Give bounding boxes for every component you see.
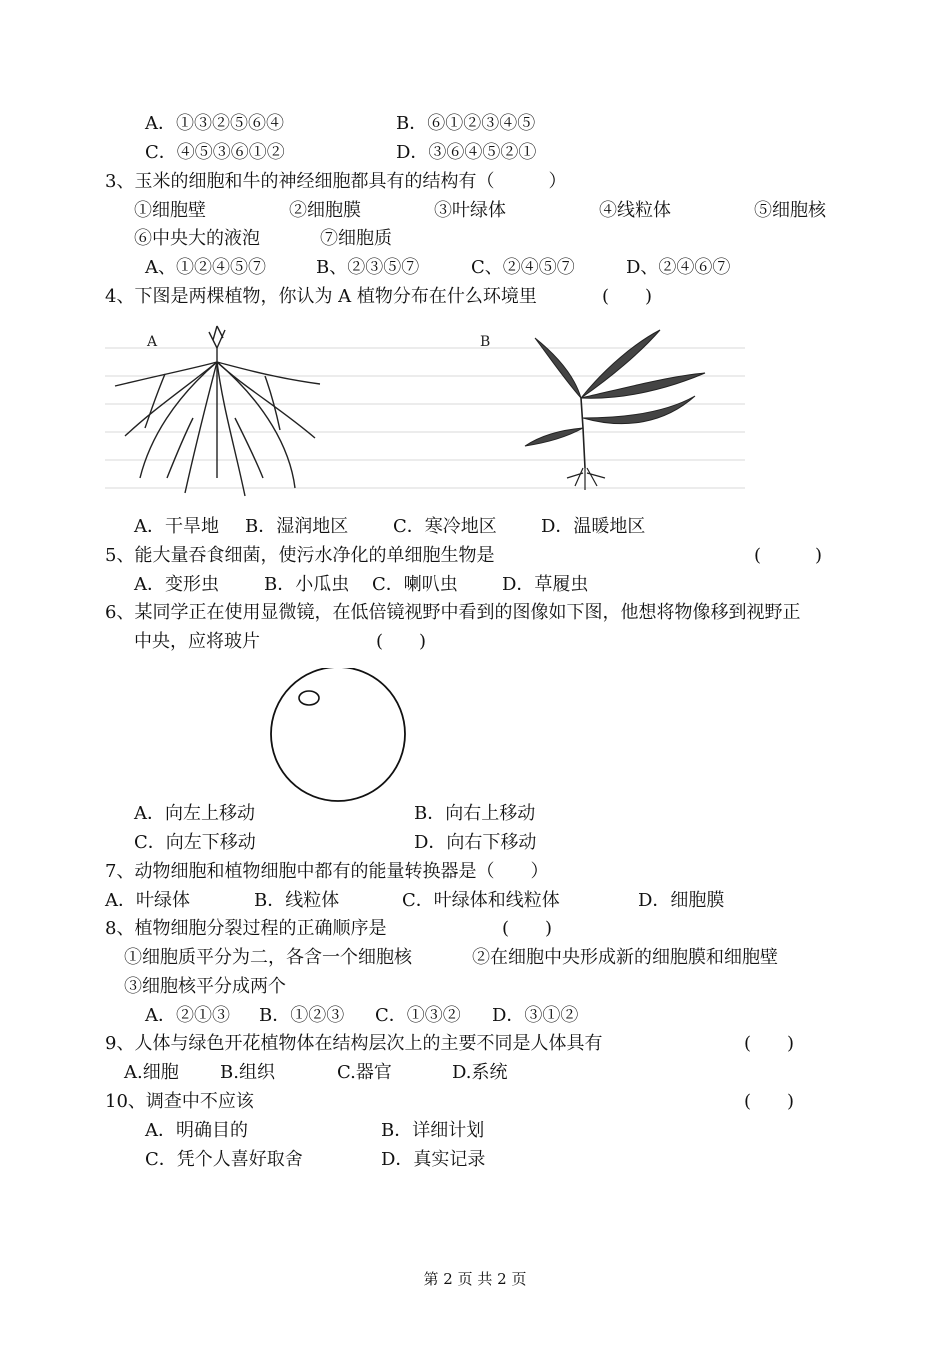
q9-option-a: A.细胞 — [124, 1062, 179, 1083]
q4-option-c: C．寒冷地区 — [393, 516, 497, 537]
q8-option-a: A．②①③ — [145, 1005, 230, 1026]
q3-item-4: ④线粒体 — [599, 200, 671, 221]
q7-option-a: A．叶绿体 — [105, 890, 190, 911]
page-footer: 第 2 页 共 2 页 — [423, 1270, 527, 1288]
q3-item-6: ⑥中央大的液泡 — [134, 228, 260, 249]
q8-item-3: ③细胞核平分成两个 — [124, 976, 286, 997]
q6-option-d: D．向右下移动 — [414, 832, 537, 853]
q6-stem-line2: 中央，应将玻片 — [134, 631, 260, 652]
q10-option-a: A．明确目的 — [145, 1120, 248, 1141]
q8-answer-paren: ( ) — [502, 918, 553, 939]
q5-stem: 5、能大量吞食细菌，使污水净化的单细胞生物是 — [105, 545, 495, 566]
q4-stem: 4、下图是两棵植物，你认为 A 植物分布在什么环境里 — [105, 286, 537, 307]
q2-option-c: C．④⑤③⑥①② — [145, 142, 285, 163]
q3-option-b: B、②③⑤⑦ — [316, 257, 420, 278]
plant-b-label: B — [480, 334, 491, 350]
plant-b-drawing — [525, 330, 705, 490]
q8-item-2: ②在细胞中央形成新的细胞膜和细胞壁 — [472, 947, 778, 968]
q7-option-b: B．线粒体 — [254, 890, 340, 911]
q9-answer-paren: ( ) — [744, 1033, 795, 1054]
q4-option-d: D．温暖地区 — [541, 516, 646, 537]
q6-option-c: C．向左下移动 — [134, 832, 256, 853]
q5-option-a: A．变形虫 — [134, 574, 219, 595]
q7-stem: 7、动物细胞和植物细胞中都有的能量转换器是（ ） — [105, 861, 549, 882]
q5-option-d: D．草履虫 — [502, 574, 589, 595]
q8-option-d: D．③①② — [492, 1005, 579, 1026]
q4-answer-paren: ( ) — [602, 286, 653, 307]
q10-option-b: B．详细计划 — [381, 1120, 485, 1141]
q3-stem: 3、玉米的细胞和牛的神经细胞都具有的结构有（ ） — [105, 171, 567, 192]
q10-option-c: C．凭个人喜好取舍 — [145, 1149, 303, 1170]
q4-option-b: B．湿润地区 — [245, 516, 349, 537]
q6-option-b: B．向右上移动 — [414, 803, 536, 824]
q10-answer-paren: ( ) — [744, 1091, 795, 1112]
q10-stem: 10、调查中不应该 — [105, 1091, 254, 1112]
plant-a-drawing — [115, 326, 320, 496]
plants-figure — [105, 318, 745, 508]
q7-option-c: C．叶绿体和线粒体 — [402, 890, 560, 911]
q2-option-a: A．①③②⑤⑥④ — [145, 113, 284, 134]
q5-option-b: B．小瓜虫 — [264, 574, 350, 595]
q6-stem-line1: 6、某同学正在使用显微镜，在低倍镜视野中看到的图像如下图，他想将物像移到视野正 — [105, 602, 801, 623]
field-of-view-circle — [271, 668, 405, 801]
q6-answer-paren: ( ) — [376, 631, 427, 652]
q3-item-3: ③叶绿体 — [434, 200, 506, 221]
q3-item-2: ②细胞膜 — [289, 200, 361, 221]
q9-option-c: C.器官 — [337, 1062, 392, 1083]
q3-option-a: A、①②④⑤⑦ — [145, 257, 266, 278]
q3-item-5: ⑤细胞核 — [754, 200, 826, 221]
q8-stem: 8、植物细胞分裂过程的正确顺序是 — [105, 918, 387, 939]
q7-option-d: D．细胞膜 — [638, 890, 725, 911]
q3-item-1: ①细胞壁 — [134, 200, 206, 221]
q10-option-d: D．真实记录 — [381, 1149, 486, 1170]
q2-option-b: B．⑥①②③④⑤ — [396, 113, 536, 134]
q3-option-d: D、②④⑥⑦ — [626, 257, 731, 278]
q5-answer-paren: ( ) — [754, 545, 823, 566]
q8-option-c: C．①③② — [375, 1005, 461, 1026]
q3-item-7: ⑦细胞质 — [320, 228, 392, 249]
q9-option-b: B.组织 — [220, 1062, 275, 1083]
q6-option-a: A．向左上移动 — [134, 803, 255, 824]
q3-option-c: C、②④⑤⑦ — [471, 257, 575, 278]
q9-stem: 9、人体与绿色开花植物体在结构层次上的主要不同是人体具有 — [105, 1033, 603, 1054]
object-image-ellipse — [299, 691, 319, 705]
q8-option-b: B．①②③ — [259, 1005, 345, 1026]
q4-option-a: A．干旱地 — [134, 516, 219, 537]
q8-item-1: ①细胞质平分为二，各含一个细胞核 — [124, 947, 412, 968]
q5-option-c: C．喇叭虫 — [372, 574, 458, 595]
microscope-field-figure — [262, 668, 414, 804]
q2-option-d: D．③⑥④⑤②① — [396, 142, 537, 163]
q9-option-d: D.系统 — [452, 1062, 508, 1083]
plant-a-label: A — [147, 334, 158, 350]
